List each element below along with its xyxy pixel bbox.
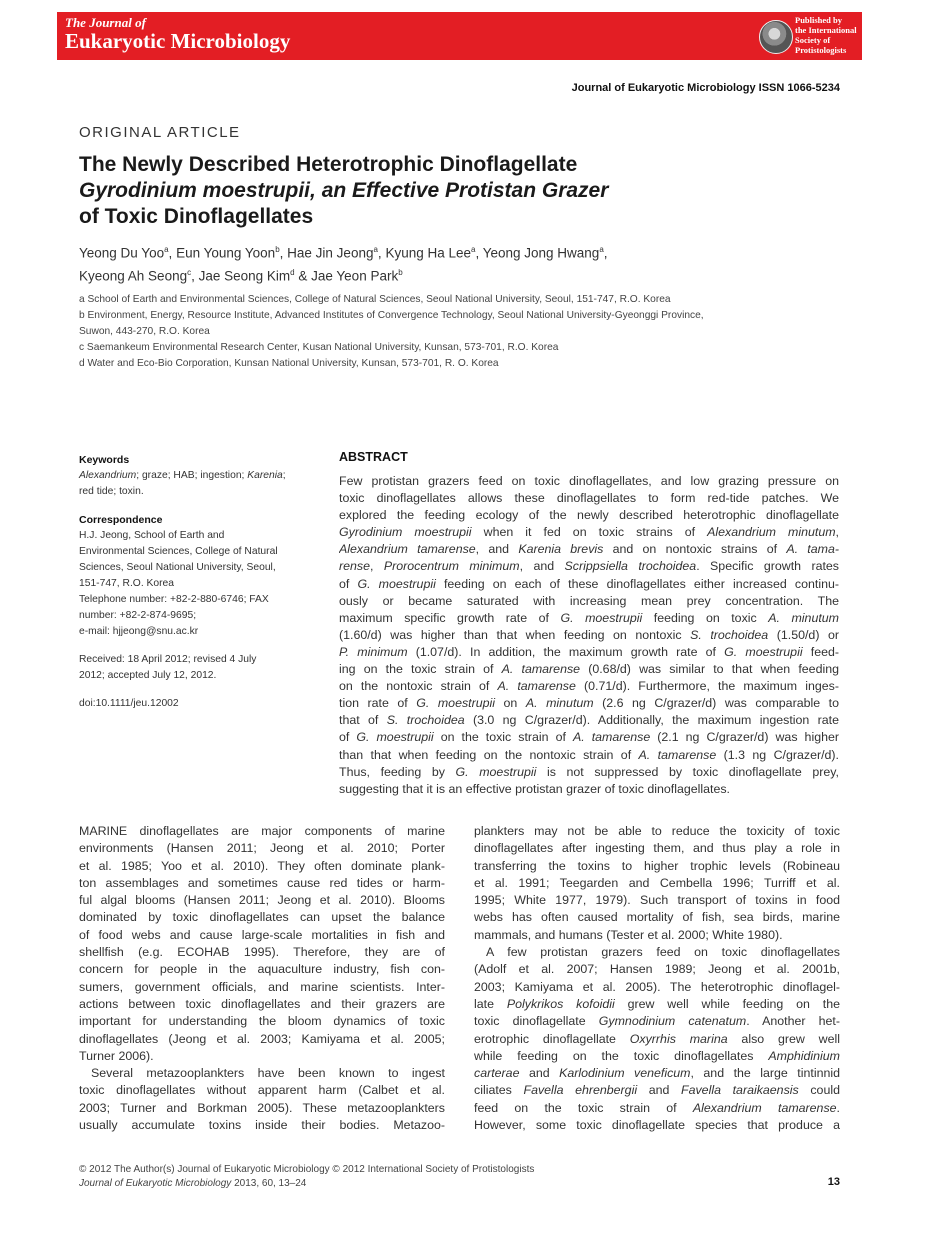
received-line: 2012; accepted July 12, 2012. [79, 670, 217, 681]
article-sidebar [79, 452, 311, 724]
correspondence-line: Telephone number: +82-2-880-6746; FAX [79, 594, 269, 605]
body-line: actions between toxic dinoflagellates and their grazers are [79, 996, 445, 1011]
body-line: environments (Hansen 2011; Jeong et al. 2010; Porter [79, 841, 445, 856]
abstract-line: Gyrodinium moestrupii when it fed on toxic strains of Alexandrium minutum, [339, 525, 839, 540]
title-line: The Newly Described Heterotrophic Dinoflagellate [79, 153, 578, 176]
correspondence-line: 151-747, R.O. Korea [79, 578, 175, 589]
body-line: toxic dinoflagellate Gymnodinium catenatum. Another het- [474, 1014, 840, 1029]
author-affiliation-mark: b [398, 267, 403, 277]
affiliation: Suwon, 443-270, R.O. Korea [79, 326, 210, 337]
body-line: 2003; Turner and Borkman 2005). These metazooplankters [79, 1100, 445, 1115]
body-line: Several metazooplankters have been known to ingest [91, 1066, 445, 1081]
correspondence-line: Sciences, Seoul National University, Seoul, [79, 562, 276, 573]
body-line: transferring the toxins to higher trophic levels (Robineau [474, 858, 840, 873]
body-line: dinoflagellates (Jeong et al. 2003; Kamiyama et al. 2005; [79, 1031, 445, 1046]
body-line: mammals, and humans (Tester et al. 2000; White 1980). [474, 927, 783, 942]
author-affiliation-mark: a [471, 245, 476, 254]
body-line: usually accumulate toxins inside their bodies. Metazoo- [79, 1118, 445, 1133]
body-line: plankters may not be able to reduce the toxicity of toxic [474, 824, 840, 838]
body-line: Turner 2006). [79, 1048, 154, 1063]
journal-prefix: The Journal of [65, 15, 146, 30]
doi-link[interactable]: doi:10.1111/jeu.12002 [79, 698, 179, 709]
publisher-text: Published by the International Society of Protistologists [795, 15, 857, 55]
author-name: Kyeong Ah Seong [79, 268, 188, 283]
author-affiliation-mark: c [187, 267, 192, 277]
journal-banner [57, 12, 862, 60]
abstract-heading: ABSTRACT [339, 450, 408, 464]
keywords-block [79, 452, 311, 500]
body-line: webs has often caused mortality of fish, sea birds, marine [474, 910, 840, 925]
keywords-heading: Keywords [79, 454, 130, 466]
body-line: MARINE dinoflagellates are major components of marine [79, 824, 445, 838]
body-line: carterae and Karlodinium veneficum, and the large tintinnid [474, 1066, 840, 1081]
body-line: et al. 1985; Yoo et al. 2010). They often dominate plank- [79, 858, 445, 873]
abstract-line: rense, Prorocentrum minimum, and Scrippsiella trochoidea. Specific growth rates [339, 559, 839, 574]
abstract-line: Alexandrium tamarense, and Karenia brevis and on nontoxic strains of A. tama- [339, 542, 839, 557]
body-line: A few protistan grazers feed on toxic dinoflagellates [486, 945, 840, 960]
abstract-line: Thus, feeding by G. moestrupii is not suppressed by toxic dinoflagellate prey, [339, 764, 839, 779]
body-line: et al. 1991; Teegarden and Cembella 1996; Turriff et al. [474, 875, 840, 890]
body-line: concern for people in the aquaculture industry, fish con- [79, 962, 445, 977]
abstract-line: that of S. trochoidea (3.0 ng C/grazer/d). Additionally, the maximum ingestion rate [339, 713, 839, 728]
affiliation: a School of Earth and Environmental Sciences, College of Natural Sciences, Seoul National University, Seoul, 151-747, R.O. Korea [79, 294, 671, 305]
received-line: Received: 18 April 2012; revised 4 July [79, 654, 257, 665]
author-affiliation-mark: d [290, 267, 295, 277]
correspondence-line: H.J. Jeong, School of Earth and [79, 530, 225, 541]
author-name: Yeong Jong Hwang [482, 245, 600, 261]
abstract-line: ously or became saturated with increasing mean prey concentration. The [339, 593, 839, 608]
author-affiliation-mark: a [373, 245, 378, 254]
abstract-line: Few protistan grazers feed on toxic dinoflagellates, and low grazing pressure on [339, 474, 839, 488]
body-line: dominated by toxic dinoflagellates can upset the balance [79, 910, 445, 925]
citation-line: Journal of Eukaryotic Microbiology 2013, 60, 13–24 [79, 1178, 307, 1189]
author-affiliation-mark: a [599, 245, 604, 254]
affiliation: d Water and Eco-Bio Corporation, Kunsan National University, Kunsan, 573-701, R. O. Korea [79, 358, 499, 369]
article-title [79, 152, 799, 230]
abstract-line: ing on the toxic strain of A. tamarense (0.68/d) was similar to that when feeding [339, 662, 839, 677]
keywords-line: red tide; toxin. [79, 486, 144, 497]
author-list: Yeong Du Yoo$^a$, Eun Young Yoon$^b$, Hae Jin Jeong$^a$, Kyung Ha Lee$^a$, Yeong Jong Hwang$^a$, Kyeong Ah Seong$^c$, Jae Seong Kim$^d$ & Jae Yeon Park$^b$ [79, 245, 608, 283]
body-line: However, some toxic dinoflagellate species that produce a [474, 1118, 840, 1133]
page-number: 13 [827, 1176, 840, 1188]
article-type: ORIGINAL ARTICLE [79, 124, 241, 141]
correspondence-line: Environmental Sciences, College of Natural [79, 546, 278, 557]
affiliations [79, 292, 839, 372]
abstract-line: P. minimum (1.07/d). In addition, the maximum growth rate of G. moestrupii feed- [339, 644, 839, 659]
correspondence-line: number: +82-2-874-9695; [79, 610, 197, 621]
title-line: Gyrodinium moestrupii, an Effective Protistan Grazer [79, 179, 609, 202]
abstract-line: on the nontoxic strain of A. tamarense (0.71/d). Furthermore, the maximum inges- [339, 679, 839, 694]
email-link[interactable]: e-mail: hjjeong@snu.ac.kr [79, 626, 199, 637]
author-name: Jae Seong Kim [198, 268, 291, 283]
body-column-left [79, 823, 445, 1134]
body-line: sumers, government officials, and marine scientists. Inter- [79, 979, 445, 994]
correspondence-heading: Correspondence [79, 514, 163, 526]
body-line: 2003; Kamiyama et al. 2005). The heterotrophic dinoflagel- [474, 979, 840, 994]
body-line: while feeding on the toxic dinoflagellates Amphidinium [474, 1048, 840, 1063]
author-name: Kyung Ha Lee [385, 245, 471, 261]
abstract-line: (1.60/d) was higher than that when feeding on nontoxic S. trochoidea (1.50/d) or [339, 627, 839, 642]
body-line: toxic dinoflagellates without apparent harm (Calbet et al. [79, 1083, 445, 1098]
body-line: 1995; White 1977, 1979). Such transport of toxins in food [474, 893, 840, 908]
author-name: Jae Yeon Park [311, 268, 399, 283]
author-name: Eun Young Yoon [176, 245, 276, 261]
body-line: of food webs and cause large-scale mortalities in fish and [79, 927, 445, 942]
abstract-line: tion rate of G. moestrupii on A. minutum (2.6 ng C/grazer/d) was comparable to [339, 696, 839, 711]
abstract-line: explored the feeding ecology of the newly described heterotrophic dinoflagellate [339, 508, 839, 523]
body-line: ton assemblages and sometimes cause red tides or harm- [79, 875, 445, 890]
body-line: feed on the toxic strain of Alexandrium tamarense. [474, 1100, 840, 1115]
body-line: ful algal blooms (Hansen 2011; Jeong et al. 2010). Blooms [79, 893, 445, 908]
body-line: (Adolf et al. 2007; Hansen 1989; Jeong et al. 2001b, [474, 962, 840, 977]
affiliation: c Saemankeum Environmental Research Center, Kusan National University, Kunsan, 573-701, R.O. Korea [79, 342, 559, 353]
title-line: of Toxic Dinoflagellates [79, 205, 314, 228]
body-line: dinoflagellates after ingesting them, and thus play a role in [474, 841, 840, 856]
abstract-line: of G. moestrupii on the toxic strain of A. tamarense (2.1 ng C/grazer/d) was higher [339, 730, 839, 745]
abstract-line: suggesting that it is an effective protistan grazer of toxic dinoflagellates. [339, 781, 730, 796]
society-seal-icon [759, 20, 793, 54]
received-block [79, 652, 311, 684]
correspondence-block [79, 512, 311, 640]
journal-name: Eukaryotic Microbiology [65, 29, 291, 53]
abstract-line: of G. moestrupii feeding on each of these dinoflagellates either increased continu- [339, 576, 839, 591]
author-affiliation-mark: b [275, 245, 280, 254]
author-name: Hae Jin Jeong [287, 245, 374, 261]
body-line: important for understanding the bloom dynamics of toxic [79, 1014, 445, 1029]
journal-issn: Journal of Eukaryotic Microbiology ISSN 1066-5234 [571, 82, 840, 94]
author-name: Yeong Du Yoo [79, 245, 165, 261]
abstract-line: than that when feeding on the nontoxic strain of A. tamarense (1.3 ng C/grazer/d). [339, 747, 839, 762]
keywords-line: Alexandrium; graze; HAB; ingestion; Karenia; [79, 470, 286, 481]
abstract-text [339, 473, 839, 798]
body-line: erotrophic dinoflagellate Oxyrrhis marina also grew well [474, 1031, 840, 1046]
abstract-line: toxic dinoflagellates allows these dinoflagellates to form red-tide patches. We [339, 491, 839, 506]
body-line: shellfish (e.g. ECOHAB 1995). Therefore, they are of [79, 945, 445, 960]
body-line: late Polykrikos kofoidii grew well while feeding on the [474, 996, 840, 1011]
page-footer [79, 1163, 840, 1191]
doi-block [79, 696, 311, 712]
body-line: ciliates Favella ehrenbergii and Favella taraikaensis could [474, 1083, 840, 1098]
abstract-line: maximum specific growth rate of G. moestrupii feeding on toxic A. minutum [339, 610, 839, 625]
affiliation: b Environment, Energy, Resource Institute, Advanced Institutes of Convergence Technology, Seoul National University-Gyeonggi Province, [79, 310, 704, 321]
author-affiliation-mark: a [164, 245, 169, 254]
copyright-line: © 2012 The Author(s) Journal of Eukaryotic Microbiology © 2012 International Society of Protistologists [79, 1164, 535, 1175]
body-column-right [474, 823, 840, 1134]
